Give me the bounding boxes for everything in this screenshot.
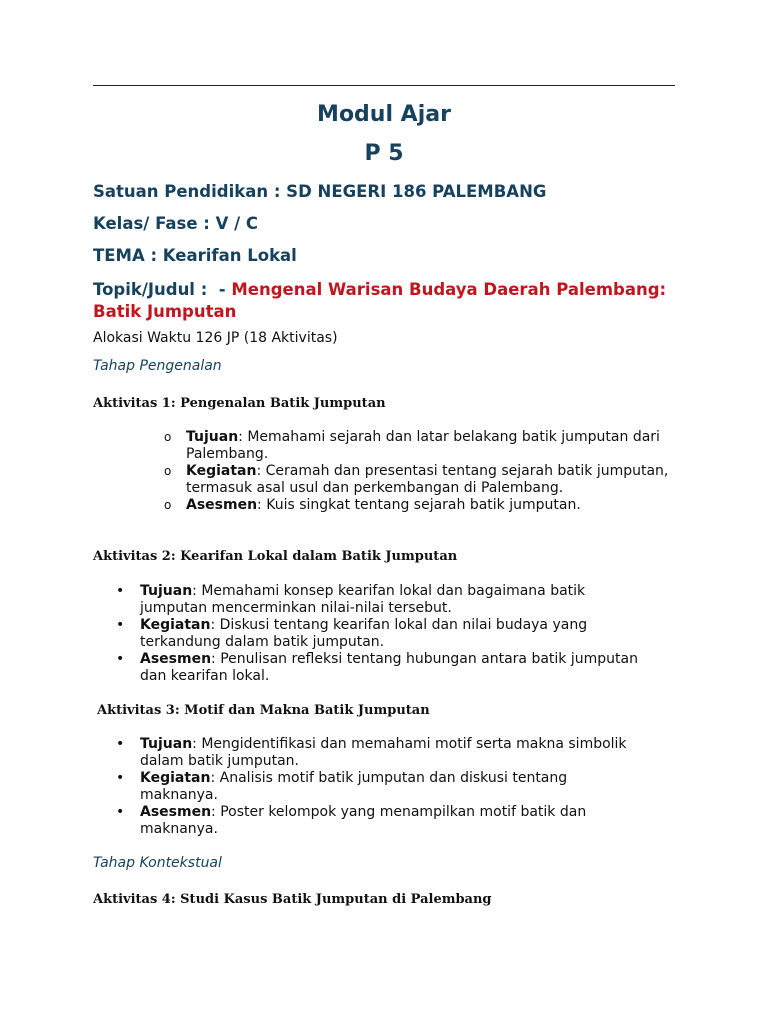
school-line: Satuan Pendidikan : SD NEGERI 186 PALEMBANG bbox=[93, 182, 547, 201]
time-allocation: Alokasi Waktu 126 JP (18 Aktivitas) bbox=[93, 330, 338, 346]
item-term: Asesmen bbox=[140, 804, 212, 820]
bullet-icon: • bbox=[116, 583, 125, 599]
item-text: : Analisis motif batik jumputan dan diskusi tentang maknanya. bbox=[140, 770, 568, 803]
item-text: : Diskusi tentang kearifan lokal dan nilai budaya yang terkandung dalam batik jumputan. bbox=[140, 617, 588, 650]
bullet-icon: • bbox=[116, 617, 125, 633]
stage-context-heading: Tahap Kontekstual bbox=[93, 855, 222, 871]
bullet-icon: • bbox=[116, 770, 125, 786]
list-item bbox=[164, 429, 678, 463]
item-term: Asesmen bbox=[140, 651, 212, 667]
bullet-icon: • bbox=[116, 804, 125, 820]
list-item bbox=[116, 804, 640, 838]
item-text: : Memahami sejarah dan latar belakang batik jumputan dari Palembang. bbox=[186, 429, 660, 462]
activity-1-heading: Aktivitas 1: Pengenalan Batik Jumputan bbox=[93, 396, 386, 411]
item-text: : Ceramah dan presentasi tentang sejarah batik jumputan, termasuk asal usul dan perkembangan di Palembang. bbox=[186, 463, 669, 496]
topic-line bbox=[93, 279, 675, 323]
circle-bullet-icon: o bbox=[164, 498, 172, 512]
list-item bbox=[164, 497, 678, 514]
circle-bullet-icon: o bbox=[164, 430, 172, 444]
item-term: Tujuan bbox=[140, 583, 193, 599]
item-term: Kegiatan bbox=[140, 617, 211, 633]
list-item bbox=[116, 651, 640, 685]
item-text: : Poster kelompok yang menampilkan motif batik dan maknanya. bbox=[140, 804, 587, 837]
list-item bbox=[116, 617, 640, 651]
item-term: Tujuan bbox=[140, 736, 193, 752]
bullet-icon: • bbox=[116, 736, 125, 752]
item-text: : Memahami konsep kearifan lokal dan bagaimana batik jumputan mencerminkan nilai-nilai tersebut. bbox=[140, 583, 586, 616]
item-term: Kegiatan bbox=[140, 770, 211, 786]
header-rule bbox=[93, 85, 675, 86]
item-text: : Mengidentifikasi dan memahami motif serta makna simbolik dalam batik jumputan. bbox=[140, 736, 627, 769]
activity-2-heading: Aktivitas 2: Kearifan Lokal dalam Batik Jumputan bbox=[93, 549, 458, 564]
item-term: Kegiatan bbox=[186, 463, 257, 479]
module-subtitle: P 5 bbox=[364, 141, 404, 166]
stage-intro-heading: Tahap Pengenalan bbox=[93, 358, 222, 374]
activity-4-heading: Aktivitas 4: Studi Kasus Batik Jumputan di Palembang bbox=[93, 892, 492, 907]
list-item bbox=[116, 770, 640, 804]
item-term: Asesmen bbox=[186, 497, 258, 513]
item-text: : Penulisan refleksi tentang hubungan antara batik jumputan dan kearifan lokal. bbox=[140, 651, 638, 684]
activity-2-list bbox=[116, 583, 640, 685]
item-term: Tujuan bbox=[186, 429, 239, 445]
activity-1-list bbox=[164, 429, 678, 514]
circle-bullet-icon: o bbox=[164, 464, 172, 478]
class-line: Kelas/ Fase : V / C bbox=[93, 214, 258, 233]
list-item bbox=[116, 736, 640, 770]
activity-3-list bbox=[116, 736, 640, 838]
topic-title: Mengenal Warisan Budaya Daerah Palembang: Batik Jumputan bbox=[93, 280, 667, 321]
item-text: : Kuis singkat tentang sejarah batik jumputan. bbox=[257, 497, 581, 513]
module-title: Modul Ajar bbox=[317, 102, 451, 127]
list-item bbox=[116, 583, 640, 617]
bullet-icon: • bbox=[116, 651, 125, 667]
topic-prefix: Topik/Judul : - bbox=[93, 280, 232, 299]
list-item bbox=[164, 463, 678, 497]
activity-3-heading: Aktivitas 3: Motif dan Makna Batik Jumputan bbox=[97, 703, 430, 718]
theme-line: TEMA : Kearifan Lokal bbox=[93, 246, 297, 265]
